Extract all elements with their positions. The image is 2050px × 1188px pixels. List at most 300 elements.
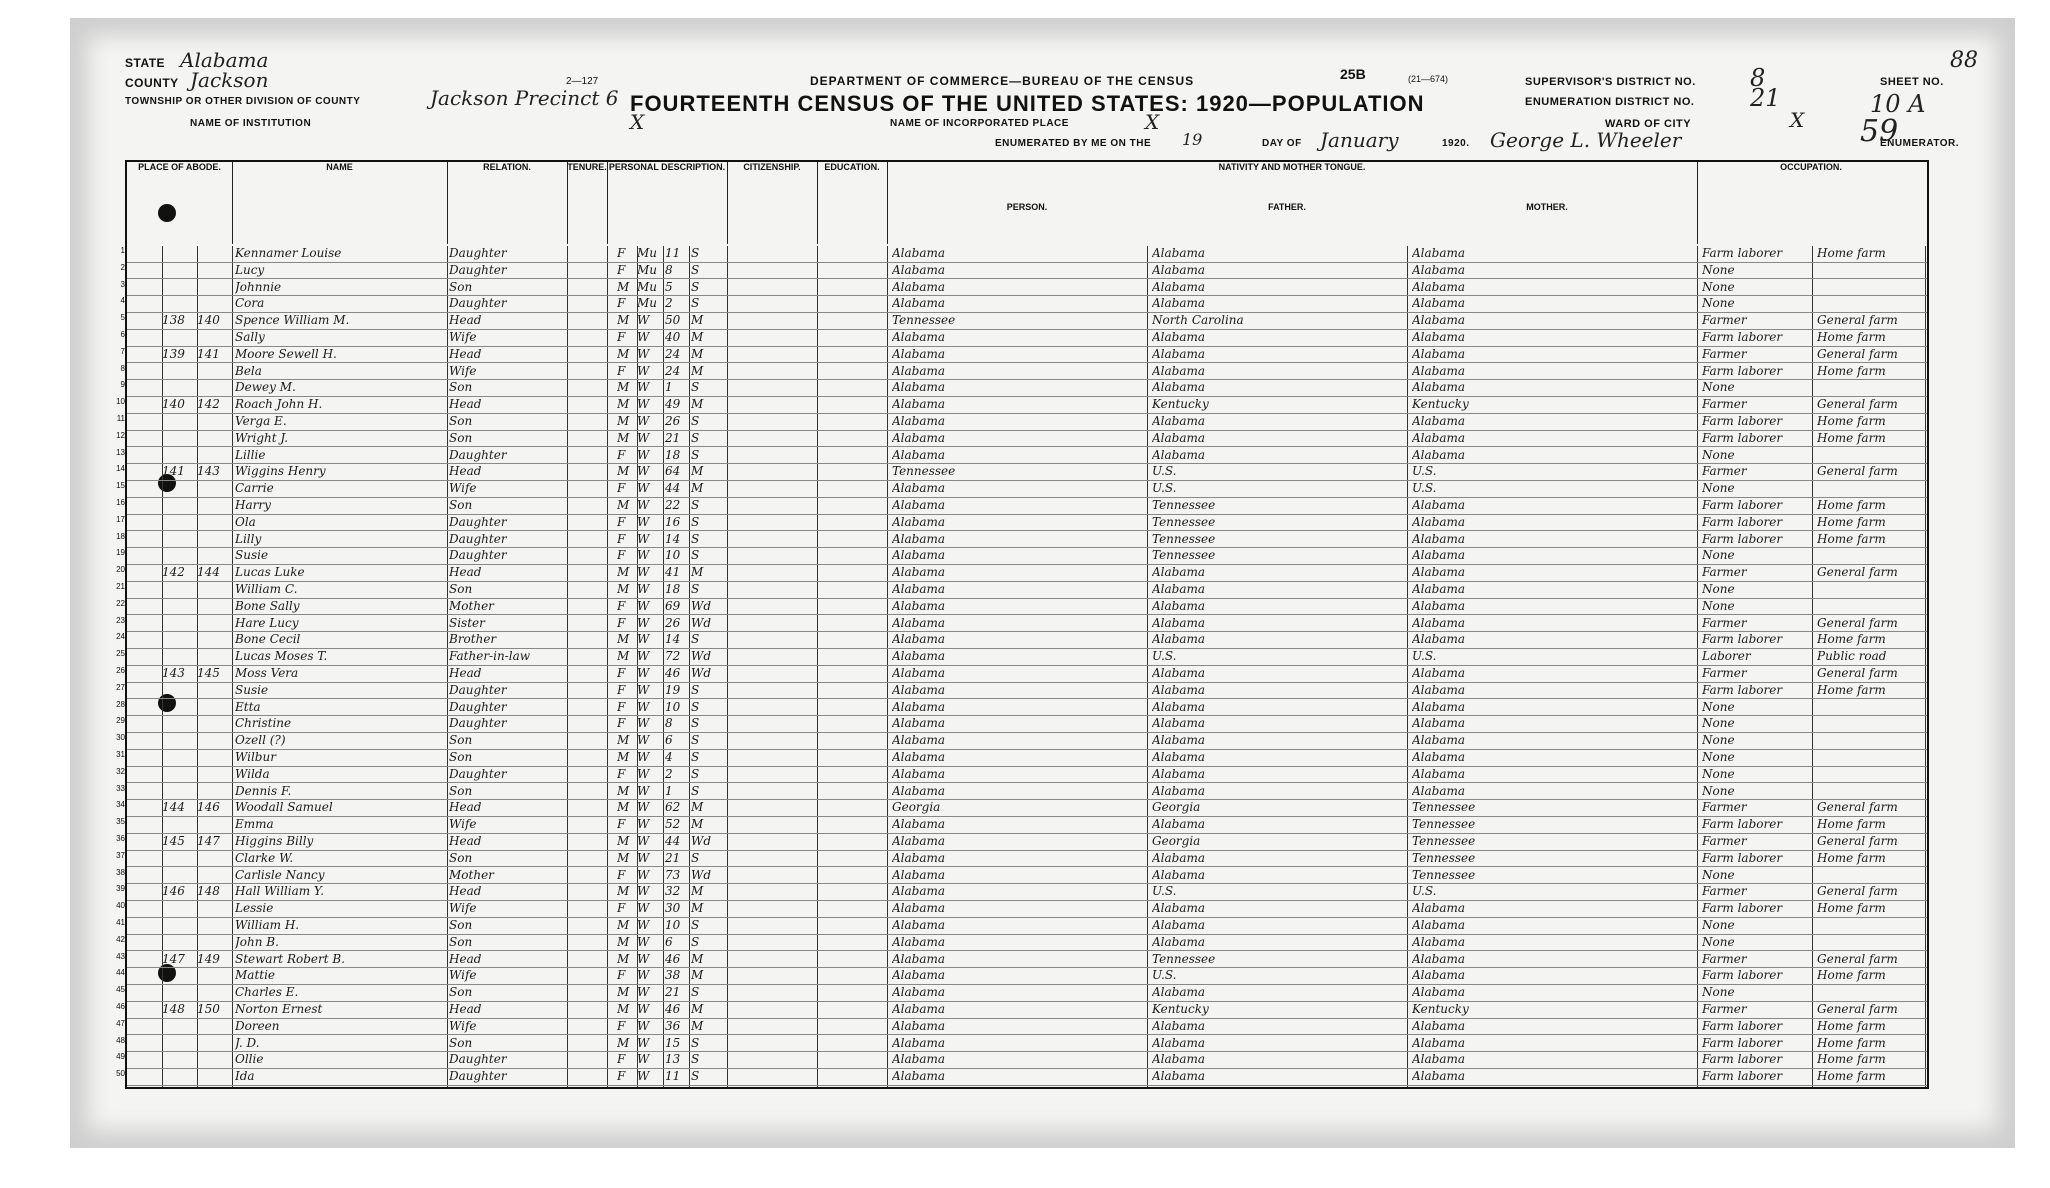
cell-ms: M: [691, 817, 704, 832]
row-number: 16: [116, 498, 125, 507]
cell-fam: [197, 918, 232, 933]
cell-ms: S: [691, 414, 700, 428]
cell-ms: M: [691, 346, 704, 361]
cell-age: 62: [665, 800, 681, 815]
cell-age: 1: [665, 783, 673, 798]
cell-fpob: Alabama: [1152, 666, 1206, 680]
cell-pob: Alabama: [892, 884, 946, 899]
row-number: 24: [116, 632, 125, 642]
cell-ms: S: [691, 1035, 700, 1050]
cell-dwell: [162, 263, 197, 278]
cell-name: William H.: [235, 918, 300, 932]
cell-race: W: [637, 464, 650, 479]
cell-ind: General farm: [1817, 464, 1898, 479]
cell-name: Hare Lucy: [235, 615, 299, 630]
cell-pob: Alabama: [892, 279, 946, 294]
enumeration-district-value: 21: [1750, 84, 1781, 112]
cell-ms: S: [691, 783, 700, 798]
cell-dwell: 142: [162, 565, 185, 580]
incorporated-place-value: X: [1145, 110, 1160, 134]
table-row: [116, 817, 1927, 834]
cell-ind: [1817, 548, 1922, 563]
institution-value: X: [630, 110, 645, 134]
ward-value: X: [1790, 108, 1805, 132]
cell-race: W: [637, 380, 650, 395]
cell-race: W: [637, 531, 650, 546]
cell-sex: F: [617, 531, 626, 546]
cell-occ: Farmer: [1702, 666, 1747, 680]
cell-sex: F: [617, 817, 626, 832]
table-row: [116, 498, 1927, 515]
cell-ms: M: [691, 397, 704, 412]
cell-fpob: Alabama: [1152, 699, 1206, 714]
cell-name: Lucas Moses T.: [235, 649, 328, 664]
cell-pob: Alabama: [892, 699, 946, 714]
table-row: [116, 918, 1927, 935]
cell-fam: [197, 935, 232, 950]
cell-race: W: [637, 582, 650, 596]
cell-pob: Alabama: [892, 951, 946, 966]
cell-rel: Head: [449, 951, 482, 966]
cell-name: Wright J.: [235, 430, 289, 445]
cell-name: Hall William Y.: [235, 884, 325, 899]
cell-rel: Daughter: [449, 699, 507, 714]
table-row: [116, 766, 1927, 784]
cell-fpob: Alabama: [1152, 901, 1206, 916]
cell-dwell: [162, 246, 197, 261]
cell-occ: None: [1702, 985, 1735, 1000]
cell-dwell: [162, 649, 197, 664]
cell-name: Lilly: [235, 531, 262, 546]
cell-fpob: Alabama: [1152, 262, 1206, 277]
cell-ind: [1817, 263, 1922, 278]
sheet-stamp: 25B: [1340, 66, 1366, 82]
cell-sex: F: [617, 615, 626, 630]
cell-fpob: Alabama: [1152, 1069, 1206, 1084]
cell-age: 21: [665, 985, 681, 1000]
cell-ms: S: [691, 447, 700, 462]
cell-age: 10: [665, 548, 681, 563]
cell-rel: Mother: [449, 598, 494, 613]
cell-ms: Wd: [691, 834, 712, 848]
cell-fam: [197, 498, 232, 513]
cell-ind: Home farm: [1817, 498, 1886, 512]
enumeration-district-label: ENUMERATION DISTRICT NO.: [1525, 96, 1695, 108]
township-value: Jackson Precinct 6: [430, 86, 619, 110]
cell-race: W: [637, 514, 650, 529]
cell-rel: Son: [449, 582, 473, 596]
cell-rel: Head: [449, 464, 482, 479]
cell-pob: Alabama: [892, 397, 946, 412]
cell-occ: Farm laborer: [1702, 531, 1783, 546]
row-number: 2: [120, 262, 125, 272]
cell-fpob: U.S.: [1152, 968, 1177, 983]
cell-mpob: Alabama: [1412, 262, 1466, 277]
cell-dwell: 145: [162, 834, 185, 848]
cell-occ: Farm laborer: [1702, 363, 1783, 378]
cell-fam: [197, 532, 232, 547]
cell-ind: [1817, 784, 1922, 799]
group-heading-tenure: TENURE.: [567, 162, 608, 244]
cell-rel: Daughter: [449, 447, 507, 462]
cell-ind: [1817, 599, 1922, 614]
cell-dwell: [162, 481, 197, 496]
cell-fpob: Alabama: [1152, 1035, 1206, 1050]
cell-fam: [197, 700, 232, 715]
cell-race: W: [637, 918, 650, 932]
cell-race: W: [637, 951, 650, 966]
cell-ms: Wd: [691, 666, 712, 680]
cell-name: Stewart Robert B.: [235, 951, 345, 966]
cell-sex: F: [617, 682, 626, 697]
cell-name: Spence William M.: [235, 313, 350, 328]
cell-fpob: Tennessee: [1152, 951, 1216, 966]
cell-fam: [197, 582, 232, 597]
cell-mpob: Alabama: [1412, 380, 1466, 395]
cell-fam: [197, 733, 232, 748]
row-number: 22: [116, 598, 125, 608]
cell-occ: Farm laborer: [1702, 968, 1783, 983]
cell-ind: Home farm: [1817, 1035, 1886, 1050]
cell-ind: General farm: [1817, 800, 1898, 815]
cell-fpob: Alabama: [1152, 934, 1206, 949]
cell-occ: None: [1702, 750, 1735, 764]
cell-age: 50: [665, 313, 681, 328]
cell-fpob: Tennessee: [1152, 548, 1216, 563]
cell-mpob: Alabama: [1412, 901, 1466, 916]
cell-ind: General farm: [1817, 346, 1898, 361]
cell-sex: M: [617, 464, 630, 479]
cell-fam: 148: [197, 884, 220, 899]
cell-name: Bela: [235, 363, 262, 378]
cell-rel: Head: [449, 666, 482, 680]
cell-name: Cora: [235, 296, 265, 311]
cell-sex: F: [617, 330, 626, 344]
cell-ms: Wd: [691, 867, 712, 882]
row-number: 5: [120, 313, 125, 323]
cell-pob: Alabama: [892, 682, 946, 697]
cell-ind: [1817, 985, 1922, 1000]
cell-fam: [197, 515, 232, 530]
cell-pob: Alabama: [892, 666, 946, 680]
row-number: 33: [116, 783, 125, 793]
cell-fpob: Alabama: [1152, 850, 1206, 865]
cell-pob: Alabama: [892, 867, 946, 882]
table-row: [116, 666, 1927, 683]
cell-rel: Father-in-law: [449, 649, 530, 664]
cell-mpob: Alabama: [1412, 783, 1466, 798]
cell-fam: [197, 1019, 232, 1034]
cell-name: Lessie: [235, 901, 274, 916]
cell-mpob: U.S.: [1412, 884, 1437, 899]
cell-ind: Home farm: [1817, 850, 1886, 865]
cell-fpob: Tennessee: [1152, 498, 1216, 512]
cell-race: Mu: [637, 279, 658, 294]
cell-ind: General farm: [1817, 951, 1898, 966]
cell-fpob: Alabama: [1152, 363, 1206, 378]
cell-mpob: Tennessee: [1412, 867, 1476, 882]
cell-age: 2: [665, 296, 673, 311]
cell-rel: Head: [449, 1002, 482, 1016]
cell-mpob: Alabama: [1412, 246, 1466, 260]
cell-rel: Daughter: [449, 262, 507, 277]
incorporated-place-label: NAME OF INCORPORATED PLACE: [890, 118, 1069, 129]
cell-ms: S: [691, 548, 700, 563]
cell-fam: [197, 364, 232, 379]
cell-pob: Alabama: [892, 380, 946, 395]
cell-age: 46: [665, 1002, 681, 1016]
enumerator-name: George L. Wheeler: [1490, 128, 1682, 152]
cell-dwell: [162, 901, 197, 916]
cell-occ: None: [1702, 279, 1735, 294]
cell-race: W: [637, 1052, 650, 1067]
cell-mpob: Alabama: [1412, 1069, 1466, 1084]
cell-dwell: [162, 296, 197, 311]
cell-mpob: Alabama: [1412, 666, 1466, 680]
cell-race: W: [637, 666, 650, 680]
row-number: 17: [116, 514, 125, 524]
cell-occ: Farm laborer: [1702, 901, 1783, 916]
cell-ind: Home farm: [1817, 1069, 1886, 1084]
cell-dwell: [162, 1052, 197, 1067]
cell-race: W: [637, 716, 650, 731]
cell-fpob: Georgia: [1152, 800, 1201, 815]
table-row: [120, 313, 1927, 330]
cell-name: Christine: [235, 716, 292, 731]
cell-race: W: [637, 615, 650, 630]
cell-pob: Alabama: [892, 363, 946, 378]
cell-age: 18: [665, 447, 681, 462]
cell-race: W: [637, 850, 650, 865]
cell-race: W: [637, 313, 650, 328]
cell-occ: Farmer: [1702, 464, 1747, 479]
cell-pob: Alabama: [892, 498, 946, 512]
cell-ms: M: [691, 901, 704, 916]
enumerated-month: January: [1320, 128, 1399, 152]
cell-occ: Farm laborer: [1702, 414, 1783, 428]
cell-ind: General farm: [1817, 615, 1898, 630]
cell-mpob: U.S.: [1412, 464, 1437, 479]
cell-ms: Wd: [691, 649, 712, 664]
cell-ind: Home farm: [1817, 901, 1886, 916]
cell-age: 15: [665, 1035, 681, 1050]
county-value: Jackson: [190, 68, 269, 92]
cell-dwell: [162, 599, 197, 614]
table-row: [120, 363, 1927, 381]
cell-age: 22: [665, 498, 681, 512]
cell-fpob: Alabama: [1152, 817, 1206, 832]
table-row: [116, 1018, 1927, 1036]
cell-fam: [197, 683, 232, 698]
cell-fpob: Alabama: [1152, 447, 1206, 462]
cell-sex: M: [617, 632, 630, 647]
cell-race: W: [637, 783, 650, 798]
cell-ms: S: [691, 246, 700, 260]
cell-fam: [197, 296, 232, 311]
cell-fpob: Alabama: [1152, 716, 1206, 731]
cell-rel: Son: [449, 430, 473, 445]
cell-dwell: [162, 683, 197, 698]
cell-occ: None: [1702, 582, 1735, 596]
cell-race: W: [637, 397, 650, 412]
cell-fam: 141: [197, 346, 220, 361]
cell-dwell: 141: [162, 464, 185, 479]
day-of-label: DAY OF: [1262, 138, 1302, 149]
cell-pob: Alabama: [892, 750, 946, 764]
cell-ind: Home farm: [1817, 817, 1886, 832]
cell-sex: F: [617, 447, 626, 462]
cell-occ: Farm laborer: [1702, 1035, 1783, 1050]
cell-rel: Mother: [449, 867, 494, 882]
cell-dwell: [162, 700, 197, 715]
cell-age: 10: [665, 918, 681, 932]
cell-fam: [197, 968, 232, 983]
cell-mpob: Alabama: [1412, 279, 1466, 294]
cell-ms: M: [691, 330, 704, 344]
cell-mpob: Alabama: [1412, 363, 1466, 378]
state-label: STATE: [125, 56, 166, 70]
cell-dwell: [162, 330, 197, 345]
cell-occ: Farm laborer: [1702, 1018, 1783, 1033]
cell-fpob: Alabama: [1152, 430, 1206, 445]
cell-dwell: [162, 498, 197, 513]
cell-occ: Farm laborer: [1702, 682, 1783, 697]
sheet-label: SHEET NO.: [1880, 76, 1944, 88]
cell-name: Verga E.: [235, 414, 287, 428]
row-number: 3: [120, 279, 125, 289]
cell-fam: [197, 481, 232, 496]
row-number: 1: [120, 246, 125, 255]
cell-pob: Alabama: [892, 1035, 946, 1050]
cell-fam: [197, 263, 232, 278]
cell-occ: None: [1702, 733, 1735, 748]
sheet-value: 10 A: [1870, 90, 1926, 118]
cell-age: 14: [665, 632, 681, 647]
cell-sex: F: [617, 1018, 626, 1033]
cell-pob: Alabama: [892, 716, 946, 731]
cell-name: Etta: [235, 699, 261, 714]
cell-age: 49: [665, 397, 681, 412]
cell-pob: Alabama: [892, 414, 946, 428]
cell-rel: Head: [449, 834, 482, 848]
cell-dwell: [162, 733, 197, 748]
cell-pob: Alabama: [892, 733, 946, 748]
cell-dwell: 138: [162, 313, 185, 328]
cell-pob: Alabama: [892, 296, 946, 311]
cell-sex: M: [617, 934, 630, 949]
cell-dwell: [162, 632, 197, 647]
cell-name: Bone Sally: [235, 598, 300, 613]
cell-ms: S: [691, 430, 700, 445]
table-row: [116, 632, 1927, 649]
cell-fam: [197, 330, 232, 345]
cell-ind: General farm: [1817, 397, 1898, 412]
cell-race: W: [637, 834, 650, 848]
corner-number: 88: [1950, 48, 1978, 73]
row-number: 43: [116, 951, 125, 961]
cell-ms: S: [691, 1069, 700, 1084]
cell-dwell: [162, 851, 197, 866]
cell-race: W: [637, 699, 650, 714]
cell-pob: Alabama: [892, 531, 946, 546]
cell-age: 18: [665, 582, 681, 596]
cell-mpob: Alabama: [1412, 750, 1466, 764]
cell-age: 26: [665, 414, 681, 428]
cell-sex: M: [617, 1035, 630, 1050]
table-row: [116, 699, 1927, 717]
cell-age: 52: [665, 817, 681, 832]
cell-rel: Daughter: [449, 1069, 507, 1084]
cell-fam: [197, 767, 232, 782]
cell-dwell: [162, 515, 197, 530]
census-year: 1920.: [1442, 138, 1470, 149]
cell-pob: Alabama: [892, 783, 946, 798]
row-number: 9: [120, 380, 125, 390]
cell-dwell: 146: [162, 884, 185, 899]
cell-ind: Home farm: [1817, 330, 1886, 344]
row-number: 30: [116, 733, 125, 743]
table-row: [116, 649, 1927, 666]
cell-age: 64: [665, 464, 681, 479]
cell-dwell: [162, 448, 197, 463]
cell-sex: M: [617, 951, 630, 966]
cell-sex: F: [617, 296, 626, 311]
cell-name: Roach John H.: [235, 397, 323, 412]
cell-occ: None: [1702, 598, 1735, 613]
cell-ms: S: [691, 850, 700, 865]
cell-race: W: [637, 1018, 650, 1033]
cell-mpob: Alabama: [1412, 414, 1466, 428]
cell-ms: S: [691, 380, 700, 395]
cell-fpob: Alabama: [1152, 582, 1206, 596]
row-number: 8: [120, 363, 125, 373]
cell-name: Lucas Luke: [235, 565, 305, 580]
cell-fpob: Alabama: [1152, 346, 1206, 361]
census-table: [116, 160, 1929, 1089]
cell-dwell: [162, 1036, 197, 1051]
cell-occ: None: [1702, 783, 1735, 798]
cell-pob: Alabama: [892, 514, 946, 529]
cell-ms: Wd: [691, 615, 712, 630]
cell-dwell: [162, 582, 197, 597]
cell-ind: Home farm: [1817, 1052, 1886, 1067]
cell-mpob: Alabama: [1412, 1018, 1466, 1033]
cell-mpob: Kentucky: [1412, 1002, 1469, 1016]
cell-race: W: [637, 498, 650, 512]
cell-mpob: Tennessee: [1412, 850, 1476, 865]
cell-mpob: Alabama: [1412, 951, 1466, 966]
cell-fpob: Alabama: [1152, 750, 1206, 764]
cell-occ: None: [1702, 766, 1735, 781]
cell-rel: Son: [449, 934, 473, 949]
table-row: [116, 834, 1927, 851]
cell-name: Bone Cecil: [235, 632, 301, 647]
table-row: [116, 531, 1927, 549]
cell-race: W: [637, 1002, 650, 1016]
table-row: [116, 447, 1927, 465]
cell-dwell: [162, 868, 197, 883]
cell-fpob: Alabama: [1152, 985, 1206, 1000]
cell-fam: [197, 716, 232, 731]
table-row: [116, 414, 1927, 431]
cell-age: 46: [665, 951, 681, 966]
cell-mpob: Alabama: [1412, 632, 1466, 647]
cell-ind: [1817, 716, 1922, 731]
cell-rel: Daughter: [449, 682, 507, 697]
cell-fpob: Alabama: [1152, 598, 1206, 613]
row-number: 12: [116, 430, 125, 440]
cell-dwell: 139: [162, 346, 185, 361]
